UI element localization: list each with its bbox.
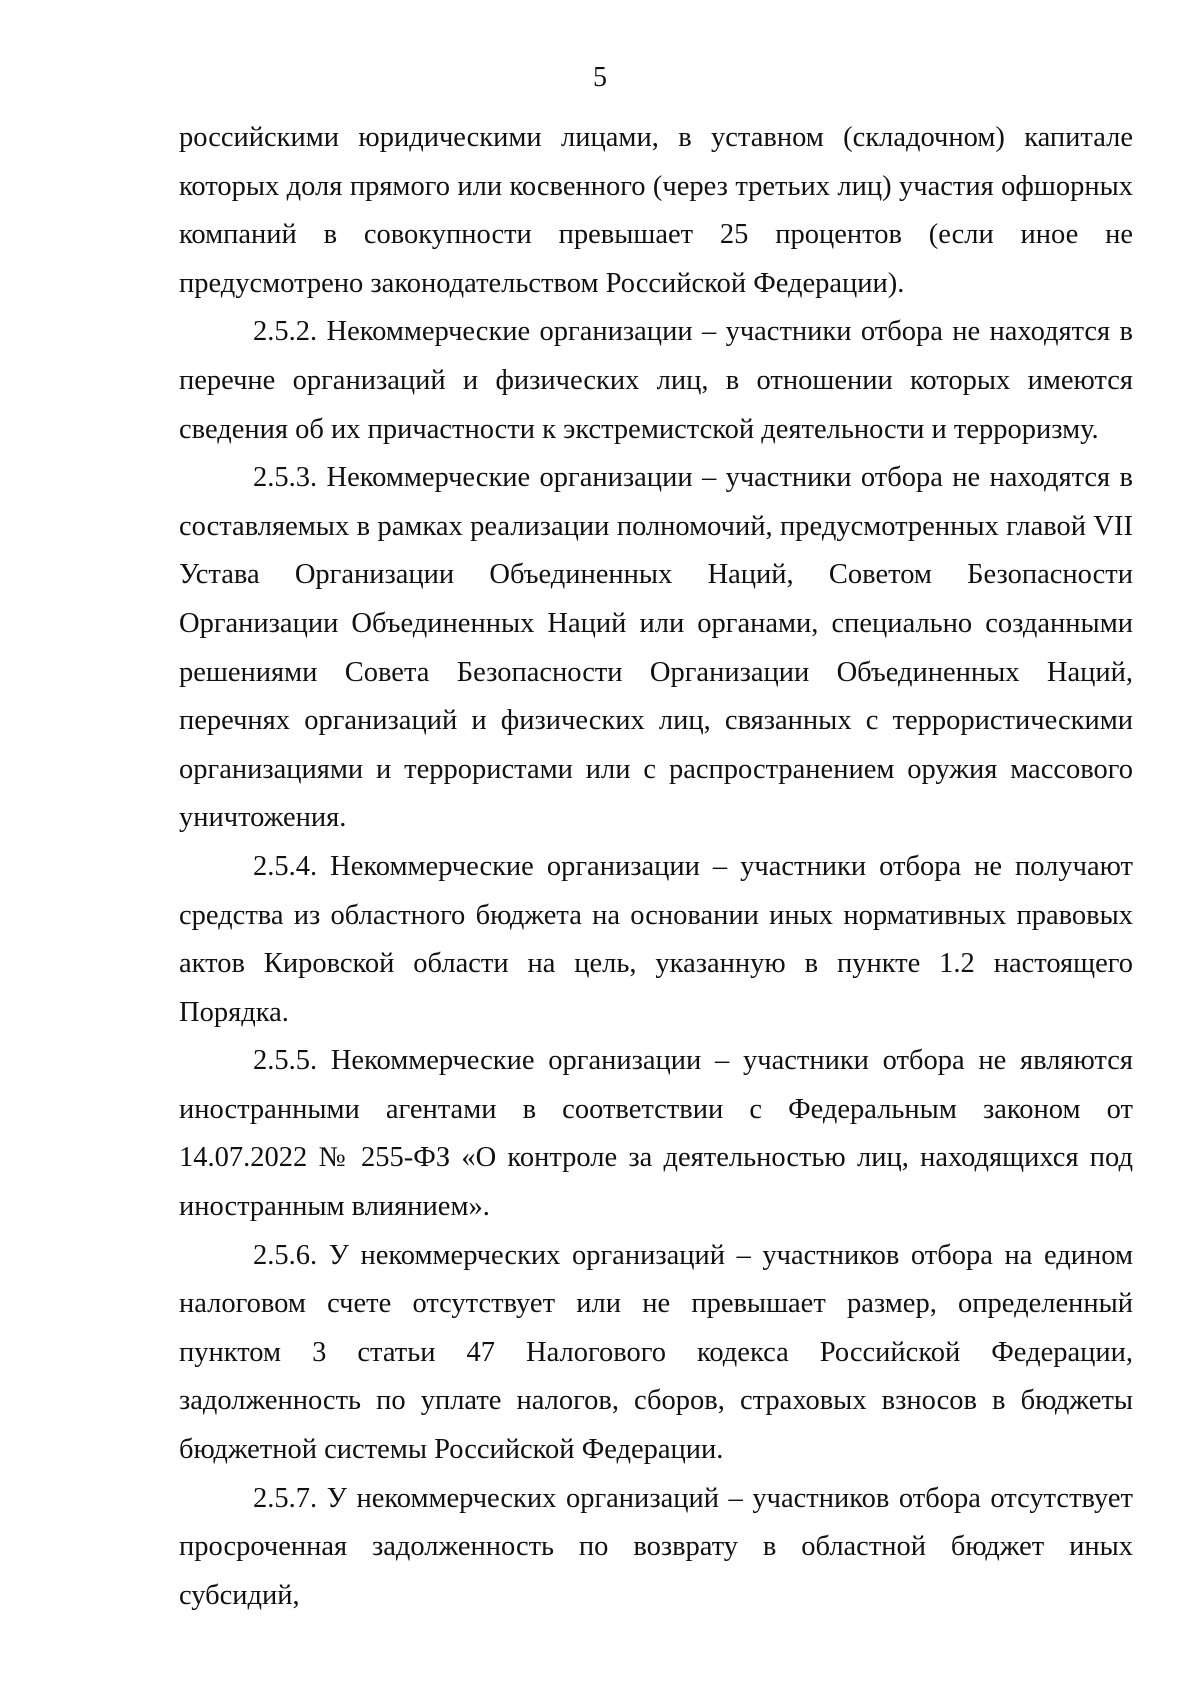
paragraph-2-5-7: 2.5.7. У некоммерческих организаций – участников отбора отсутствует просроченная задолженность по возврату в областной бюджет иных субсидий,	[179, 1482, 1133, 1611]
paragraph-2-5-2: 2.5.2. Некоммерческие организации – участники отбора не находятся в перечне организаций и физических лиц, в отношении которых имеются сведения об их причастности к экстремистской деятельности и терроризму.	[179, 316, 1133, 445]
paragraph-2-5-4: 2.5.4. Некоммерческие организации – участники отбора не получают средства из областного бюджета на основании иных нормативных правовых актов Кировской области на цель, указанную в пункте 1.2 настоящего Порядка.	[179, 850, 1133, 1028]
paragraph-continuation: российскими юридическими лицами, в уставном (складочном) капитале которых доля прямого или косвенного (через третьих лиц) участия офшорных компаний в совокупности превышает 25 процентов (если иное не предусмотрено законодательством Российской Федерации).	[179, 122, 1133, 299]
paragraph-2-5-5: 2.5.5. Некоммерческие организации – участники отбора не являются иностранными агентами в соответствии с Федеральным законом от 14.07.2022 № 255-ФЗ «О контроле за деятельностью лиц, находящихся под иностранным влиянием».	[179, 1045, 1133, 1223]
paragraph-2-5-6: 2.5.6. У некоммерческих организаций – участников отбора на едином налоговом счете отсутствует или не превышает размер, определенный пунктом 3 статьи 47 Налогового кодекса Российской Федерации, задолженность по уплате налогов, сборов, страховых взносов в бюджеты бюджетной системы Российской Федерации.	[179, 1239, 1133, 1466]
document-body	[179, 114, 1133, 1620]
page-number: 5	[593, 62, 607, 93]
paragraph-2-5-3: 2.5.3. Некоммерческие организации – участники отбора не находятся в составляемых в рамках реализации полномочий, предусмотренных главой VII Устава Организации Объединенных Наций, Советом Безопасности Организации Объединенных Наций или органами, специально созданными решениями Совета Безопасности Организации Объединенных Наций, перечнях организаций и физических лиц, связанных с террористическими организациями и террористами или с распространением оружия массового уничтожения.	[179, 462, 1133, 834]
